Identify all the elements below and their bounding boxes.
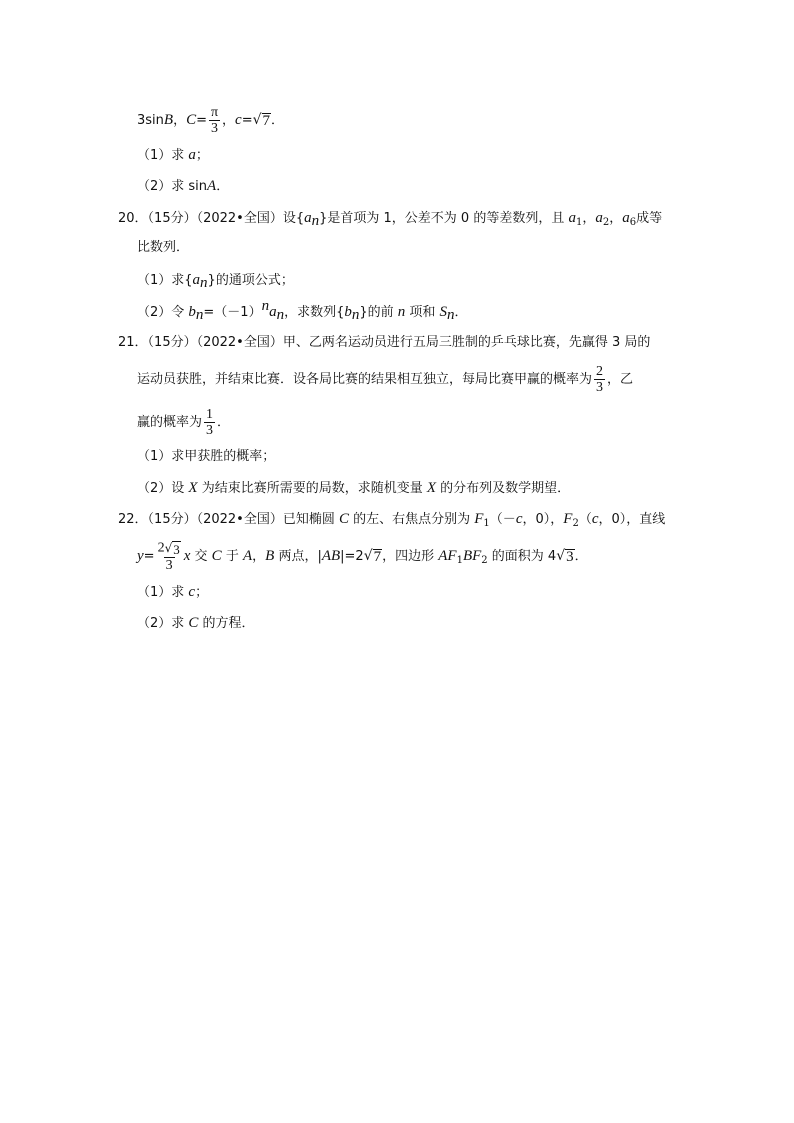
q20-stem: 20．（15分）（2022•全国）设$\{a_n\}$是首项为 1，公差不为 0 的等差数列，且 $a_1$，$a_2$，$a_6$成等 — [118, 210, 663, 229]
q21-stem-line3: 赢的概率为 $\frac{1}{3}$ ． — [137, 407, 231, 438]
q19-sub2: （2）求 sinA． — [137, 178, 230, 194]
q21-sub2: （2）设 X 为结束比赛所需要的局数，求随机变量 X 的分布列及数学期望． — [137, 480, 571, 496]
q22-sub1: （1）求 c； — [137, 584, 209, 600]
q21-sub1: （1）求甲获胜的概率； — [137, 449, 276, 464]
fraction-2sqrt3-over-3: 2 √ 3 3 — [157, 540, 180, 573]
q21-stem-line2: 运动员获胜，并结束比赛．设各局比赛的结果相互独立，每局比赛甲赢的概率为 $\frac{2}{3}$ ，乙 — [137, 364, 634, 395]
sqrt-3: √ 3 — [164, 541, 180, 557]
sqrt-7: √ 7 — [252, 112, 271, 129]
sqrt-7: √ 7 — [363, 548, 382, 565]
q19-sub1: （1）求 a； — [137, 147, 209, 163]
q20-stem-line2: 比数列． — [137, 240, 190, 255]
q19-stem-tail: 3sinB，C= $\frac{\pi}{3}$ ，c= √ 7 ． — [137, 105, 285, 136]
q22-stem-line2: y= 2 √ 3 3 x 交 C 于 A，B 两点，|AB|=2 √ 7 ，四边形 $AF_1BF_2$ 的面积为 4 √ 3 ． — [137, 540, 588, 573]
fraction-1-over-3: $\frac{1}{3}$ — [206, 407, 214, 438]
fraction-pi-over-3: $\frac{\pi}{3}$ — [210, 105, 219, 136]
q22-stem-line1: 22．（15分）（2022•全国）已知椭圆 C 的左、右焦点分别为 $F_1(-c$，0），$F_2(c$，0），直线 — [118, 511, 666, 529]
fraction-2-over-3: $\frac{2}{3}$ — [596, 364, 604, 395]
q20-sub1: （1）求$\{a_n\}$的通项公式； — [137, 272, 294, 291]
q20-sub2: （2）令 $b_n=(-1)^na_n$，求数列$\{b_n\}$的前 n 项和 $S_n$． — [137, 298, 468, 323]
sqrt-3: √ 3 — [556, 548, 574, 565]
q22-sub2: （2）求 C 的方程． — [137, 615, 255, 631]
q21-stem-line1: 21．（15分）（2022•全国）甲、乙两名运动员进行五局三胜制的乒乓球比赛，先赢得 3 局的 — [118, 335, 651, 350]
